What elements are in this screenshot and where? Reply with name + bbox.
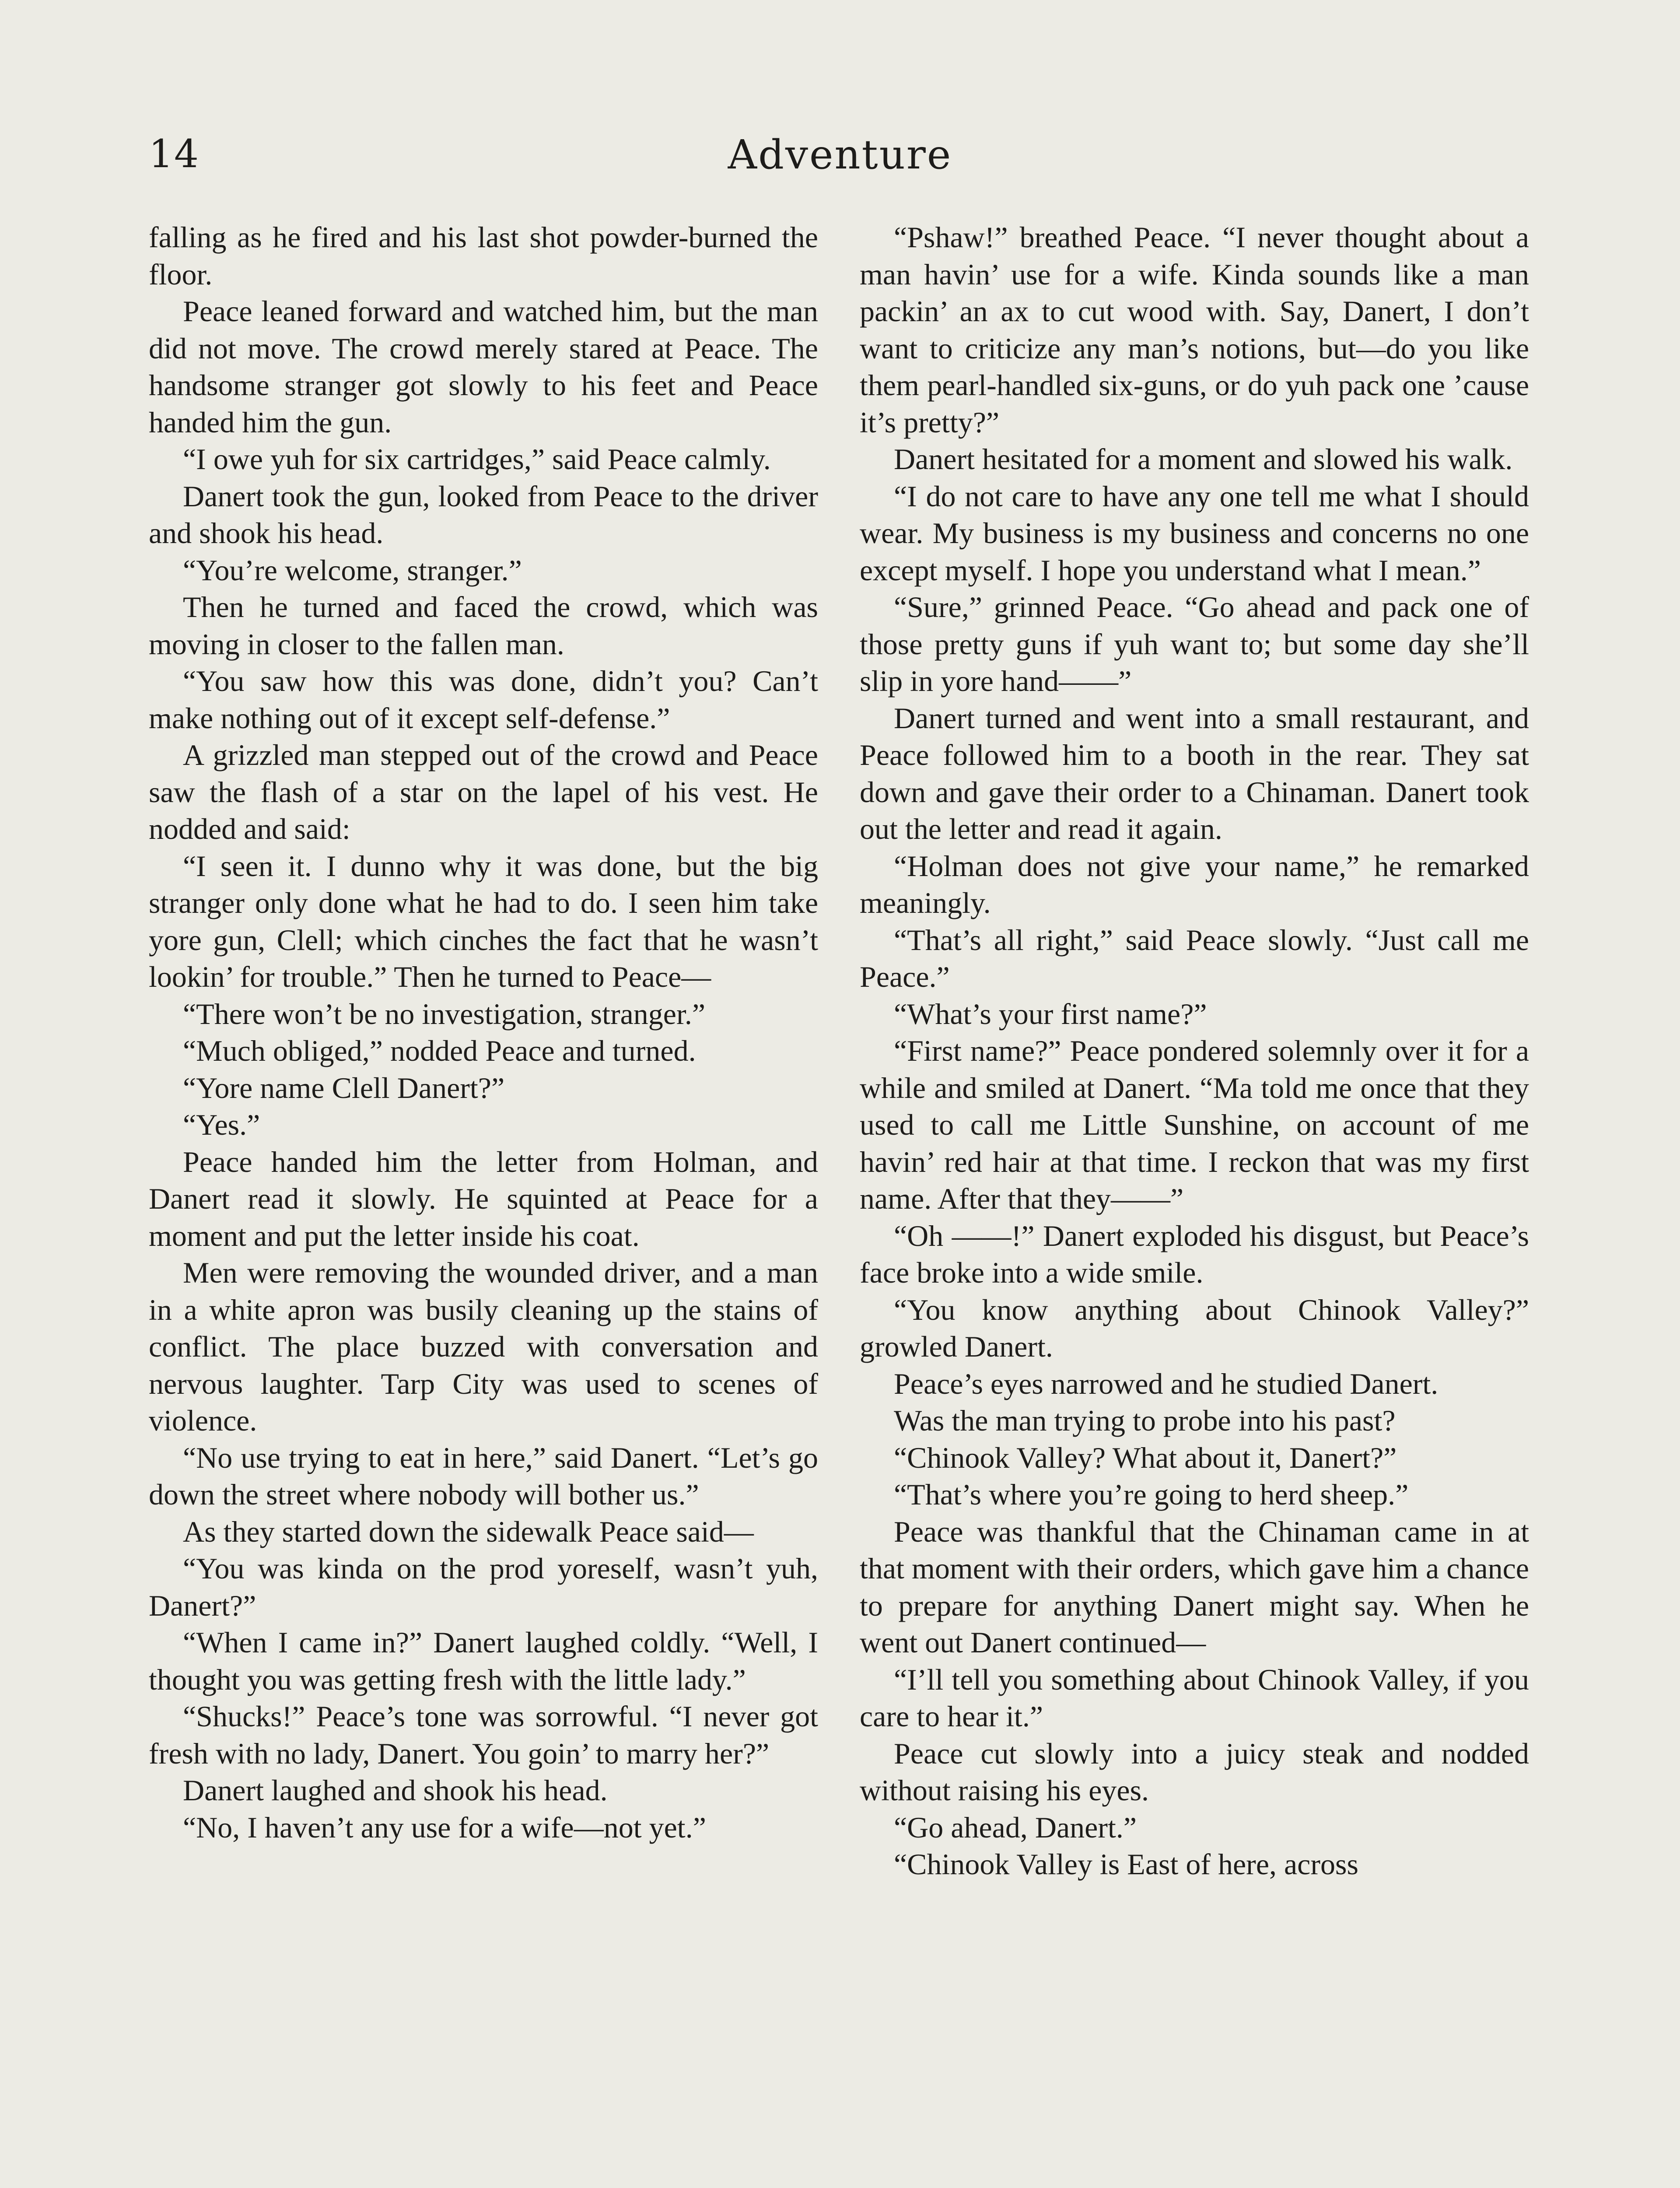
paragraph: “You saw how this was done, didn’t you? Can’t make nothing out of it except self-defense.” <box>149 664 818 735</box>
paragraph: Peace leaned forward and watched him, but the man did not move. The crowd merely stared at Peace. The handsome stranger got slowly to his feet and Peace handed him the gun. <box>149 295 818 439</box>
paragraph: “You know anything about Chinook Valley?” growled Danert. <box>860 1293 1529 1363</box>
paragraph: “I seen it. I dunno why it was done, but the big stranger only done what he had to do. I seen him take yore gun, Clell; which cinches the fact that he wasn’t lookin’ for trouble.” Then he turned to Peace— <box>149 849 818 993</box>
paragraph: “Sure,” grinned Peace. “Go ahead and pack one of those pretty guns if yuh want to; but some day she’ll slip in yore hand——” <box>860 590 1529 698</box>
paragraph: A grizzled man stepped out of the crowd and Peace saw the flash of a star on the lapel of his vest. He nodded and said: <box>149 738 818 845</box>
running-title: Adventure <box>728 131 952 178</box>
paragraph: “No, I haven’t any use for a wife—not yet.” <box>183 1810 706 1844</box>
paragraph: “When I came in?” Danert laughed coldly. “Well, I thought you was getting fresh with the little lady.” <box>149 1626 818 1696</box>
paragraph: “That’s where you’re going to herd sheep.” <box>894 1478 1409 1511</box>
paragraph: “Yes.” <box>183 1108 260 1141</box>
paragraph: “Oh ——!” Danert exploded his disgust, but Peace’s face broke into a wide smile. <box>860 1219 1529 1289</box>
paragraph: Danert hesitated for a moment and slowed his walk. <box>894 442 1513 476</box>
paragraph: “You was kinda on the prod yoreself, wasn’t yuh, Danert?” <box>149 1552 818 1622</box>
left-column <box>149 219 818 1846</box>
paragraph: “That’s all right,” said Peace slowly. “Just call me Peace.” <box>860 923 1529 993</box>
paragraph: “Yore name Clell Danert?” <box>183 1071 505 1105</box>
paragraph: falling as he fired and his last shot powder-burned the floor. <box>149 221 818 291</box>
paragraph: “Go ahead, Danert.” <box>894 1810 1137 1844</box>
paragraph: Was the man trying to probe into his past? <box>894 1404 1396 1437</box>
page-number: 14 <box>149 131 200 176</box>
paragraph: “Much obliged,” nodded Peace and turned. <box>183 1034 696 1067</box>
paragraph: Danert turned and went into a small restaurant, and Peace followed him to a booth in the rear. They sat down and gave their order to a Chinaman. Danert took out the letter and read it again. <box>860 701 1529 845</box>
paragraph: Danert laughed and shook his head. <box>183 1774 608 1807</box>
paragraph: “First name?” Peace pondered solemnly over it for a while and smiled at Danert. “Ma told me once that they used to call me Little Sunshine, on account of me havin’ red hair at that time. I reckon that was my first name. After that they——” <box>860 1034 1529 1215</box>
paragraph: “Shucks!” Peace’s tone was sorrowful. “I never got fresh with no lady, Danert. You goin’ to marry her?” <box>149 1700 818 1770</box>
paragraph: As they started down the sidewalk Peace said— <box>183 1515 754 1548</box>
paragraph: Peace’s eyes narrowed and he studied Danert. <box>894 1367 1438 1400</box>
paragraph: Men were removing the wounded driver, and a man in a white apron was busily cleaning up the stains of conflict. The place buzzed with conversation and nervous laughter. Tarp City was used to scenes of violence. <box>149 1256 818 1437</box>
paragraph: Peace cut slowly into a juicy steak and nodded without raising his eyes. <box>860 1736 1529 1807</box>
paragraph: “I do not care to have any one tell me what I should wear. My business is my business and concerns no one except myself. I hope you understand what I mean.” <box>860 479 1529 587</box>
paragraph: “Chinook Valley is East of here, across <box>894 1848 1358 1881</box>
paragraph: Danert took the gun, looked from Peace to the driver and shook his head. <box>149 479 818 550</box>
paragraph: “I’ll tell you something about Chinook Valley, if you care to hear it.” <box>860 1662 1529 1733</box>
paragraph: “Chinook Valley? What about it, Danert?” <box>894 1441 1397 1474</box>
paragraph: “I owe yuh for six cartridges,” said Peace calmly. <box>183 442 771 476</box>
right-column <box>860 219 1529 1883</box>
paragraph: “Pshaw!” breathed Peace. “I never thought about a man havin’ use for a wife. Kinda sounds like a man packin’ an ax to cut wood with. Say, Danert, I don’t want to criticize any man’s notions, but—do you like them pearl-handled six-guns, or do yuh pack one ’cause it’s pretty?” <box>860 221 1529 439</box>
paragraph: “There won’t be no investigation, stranger.” <box>183 997 706 1031</box>
paragraph: Then he turned and faced the crowd, which was moving in closer to the fallen man. <box>149 590 818 661</box>
paragraph: “What’s your first name?” <box>894 997 1207 1031</box>
paragraph: “Holman does not give your name,” he remarked meaningly. <box>860 849 1529 919</box>
paragraph: Peace was thankful that the Chinaman came in at that moment with their orders, which gave him a chance to prepare for anything Danert might say. When he went out Danert continued— <box>860 1515 1529 1659</box>
paragraph: “You’re welcome, stranger.” <box>183 553 522 587</box>
paragraph: Peace handed him the letter from Holman, and Danert read it slowly. He squinted at Peace for a moment and put the letter inside his coat. <box>149 1145 818 1252</box>
paragraph: “No use trying to eat in here,” said Danert. “Let’s go down the street where nobody will bother us.” <box>149 1441 818 1511</box>
